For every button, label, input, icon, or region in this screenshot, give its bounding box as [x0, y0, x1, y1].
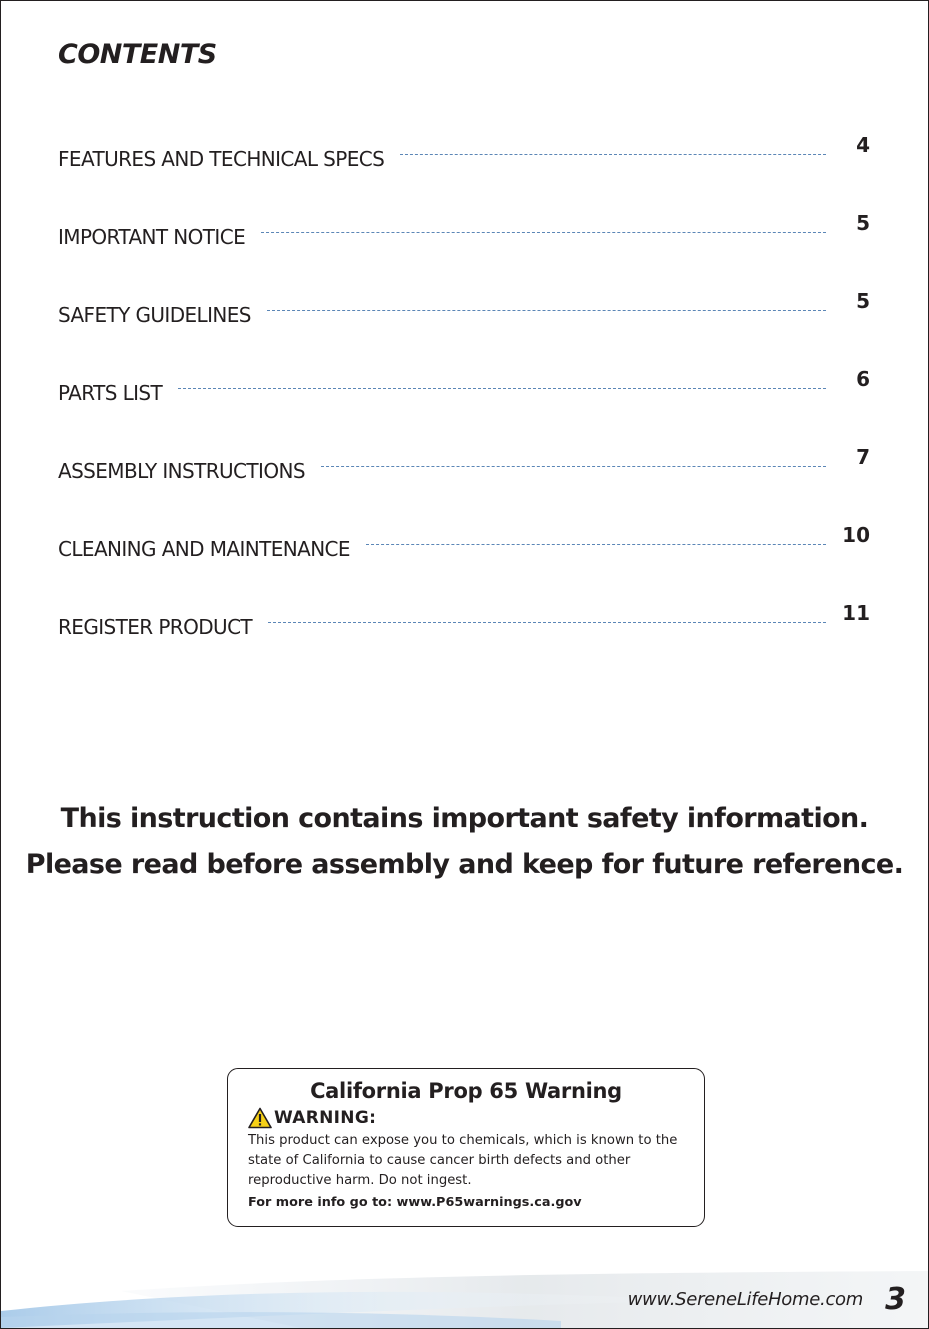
- toc-item-parts-list[interactable]: [58, 365, 870, 405]
- footer-website-url[interactable]: www.SereneLifeHome.com: [627, 1289, 863, 1310]
- toc-page-number: 11: [842, 601, 870, 625]
- toc-item-label: SAFETY GUIDELINES: [58, 303, 251, 327]
- toc-page-number: 7: [856, 445, 870, 469]
- toc-item-label: PARTS LIST: [58, 381, 163, 405]
- toc-item-label: FEATURES AND TECHNICAL SPECS: [58, 147, 385, 171]
- more-info-link[interactable]: For more info go to: www.P65warnings.ca.gov: [248, 1195, 582, 1210]
- toc-item-important-notice[interactable]: [58, 209, 870, 249]
- prop65-title: California Prop 65 Warning: [310, 1079, 622, 1103]
- toc-page-number: 5: [856, 211, 870, 235]
- toc-item-assembly-instructions[interactable]: [58, 443, 870, 483]
- toc-item-label: ASSEMBLY INSTRUCTIONS: [58, 459, 305, 483]
- safety-notice-line-2: Please read before assembly and keep for future reference.: [25, 849, 904, 880]
- warning-body-text: This product can expose you to chemicals, which is known to the state of California to cause cancer birth defects and other reproductive harm. Do not ingest.: [248, 1133, 678, 1188]
- toc-item-register-product[interactable]: [58, 599, 870, 639]
- safety-notice: [1, 796, 928, 888]
- toc-item-label: REGISTER PRODUCT: [58, 615, 253, 639]
- safety-notice-line-1: This instruction contains important safety information.: [60, 803, 869, 834]
- toc-item-features[interactable]: [58, 131, 870, 171]
- contents-heading: CONTENTS: [58, 39, 217, 70]
- dotted-leader: [321, 466, 826, 467]
- dotted-leader: [268, 622, 826, 623]
- dotted-leader: [261, 232, 826, 233]
- dotted-leader: [400, 154, 826, 155]
- prop65-warning-box: [227, 1068, 705, 1227]
- dotted-leader: [267, 310, 826, 311]
- toc-page-number: 5: [856, 289, 870, 313]
- warning-header: [248, 1107, 684, 1129]
- dotted-leader: [366, 544, 826, 545]
- toc-item-label: CLEANING AND MAINTENANCE: [58, 537, 350, 561]
- toc-page-number: 6: [856, 367, 870, 391]
- toc-page-number: 4: [856, 133, 870, 157]
- page-number: 3: [885, 1282, 906, 1317]
- warning-label: WARNING:: [274, 1108, 377, 1128]
- toc-page-number: 10: [842, 523, 870, 547]
- toc-item-cleaning-maintenance[interactable]: [58, 521, 870, 561]
- dotted-leader: [178, 388, 826, 389]
- toc-item-safety-guidelines[interactable]: [58, 287, 870, 327]
- warning-triangle-icon: [248, 1107, 272, 1129]
- toc-item-label: IMPORTANT NOTICE: [58, 225, 246, 249]
